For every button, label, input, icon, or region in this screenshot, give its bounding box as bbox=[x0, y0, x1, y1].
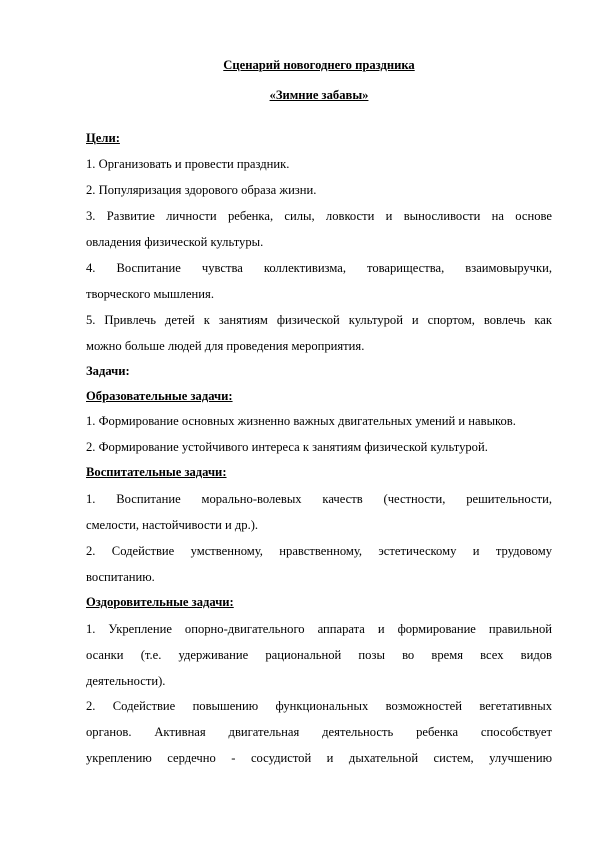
health-tasks-heading: Оздоровительные задачи: bbox=[86, 595, 234, 609]
upbringing-tasks-heading: Воспитательные задачи: bbox=[86, 465, 227, 479]
health-task-line: 1. Укрепление опорно-двигательного аппарата и формирование правильной bbox=[86, 622, 552, 636]
health-task-line: укреплению сердечно - сосудистой и дыхательной систем, улучшению bbox=[86, 751, 552, 765]
tasks-heading: Задачи: bbox=[86, 364, 130, 378]
document-title: Сценарий новогоднего праздника bbox=[223, 58, 415, 72]
goals-heading: Цели: bbox=[86, 131, 120, 145]
health-task-line: осанки (т.е. удерживание рациональной позы во время всех видов bbox=[86, 648, 552, 662]
goal-line: овладения физической культуры. bbox=[86, 235, 264, 249]
upbringing-task-line: 1. Воспитание морально-волевых качеств (честности, решительности, bbox=[86, 492, 552, 506]
goal-line: можно больше людей для проведения мероприятия. bbox=[86, 339, 365, 353]
goal-line: 1. Организовать и провести праздник. bbox=[86, 157, 290, 171]
educational-task-line: 2. Формирование устойчивого интереса к занятиям физической культурой. bbox=[86, 440, 488, 454]
educational-task-line: 1. Формирование основных жизненно важных двигательных умений и навыков. bbox=[86, 414, 516, 428]
goal-line: 5. Привлечь детей к занятиям физической культурой и спортом, вовлечь как bbox=[86, 313, 552, 327]
upbringing-task-line: 2. Содействие умственному, нравственному, эстетическому и трудовому bbox=[86, 544, 552, 558]
upbringing-task-line: смелости, настойчивости и др.). bbox=[86, 518, 259, 532]
upbringing-task-line: воспитанию. bbox=[86, 570, 155, 584]
health-task-line: 2. Содействие повышению функциональных возможностей вегетативных bbox=[86, 699, 552, 713]
goal-line: 4. Воспитание чувства коллективизма, товарищества, взаимовыручки, bbox=[86, 261, 552, 275]
document-subtitle: «Зимние забавы» bbox=[269, 88, 369, 102]
health-task-line: деятельности). bbox=[86, 674, 166, 688]
health-task-line: органов. Активная двигательная деятельность ребенка способствует bbox=[86, 725, 552, 739]
educational-tasks-heading: Образовательные задачи: bbox=[86, 389, 233, 403]
goal-line: творческого мышления. bbox=[86, 287, 214, 301]
goal-line: 2. Популяризация здорового образа жизни. bbox=[86, 183, 317, 197]
goal-line: 3. Развитие личности ребенка, силы, ловкости и выносливости на основе bbox=[86, 209, 552, 223]
